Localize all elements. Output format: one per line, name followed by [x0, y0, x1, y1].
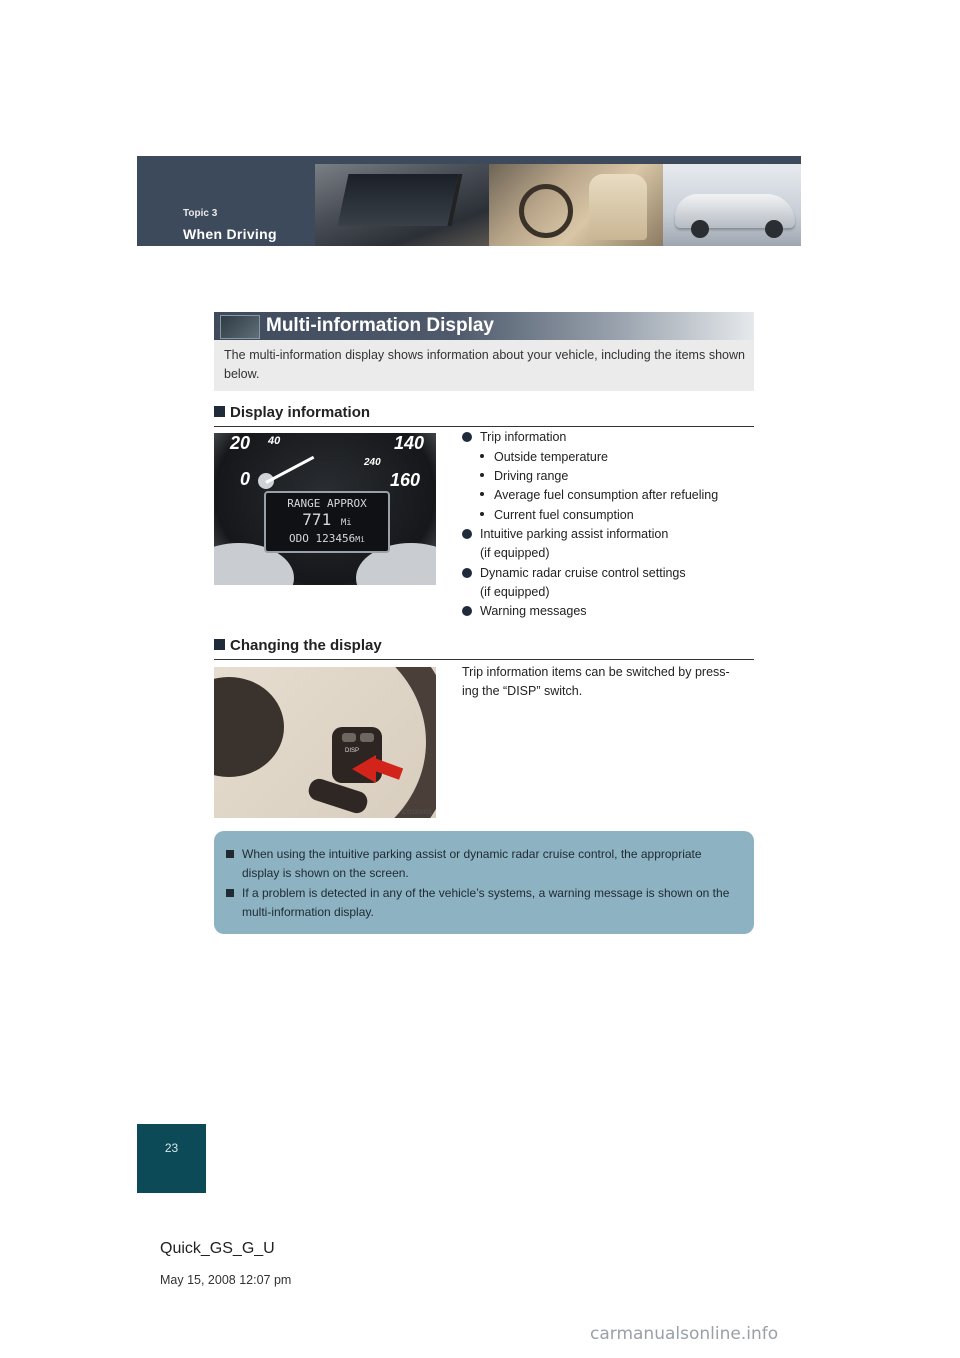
lcd-range-value: 771 Mi [302, 510, 352, 529]
section-title-bar [214, 312, 754, 340]
intro-text: The multi-information display shows information about your vehicle, including the items shown below. [224, 348, 745, 381]
lcd-range-label: RANGE APPROX [287, 497, 367, 510]
gauge-needle [265, 456, 314, 484]
steering-wheel-illustration [214, 667, 436, 818]
header-banner [137, 156, 801, 246]
list-item: Intuitive parking assist information [462, 527, 668, 541]
list-item: Dynamic radar cruise control settings [462, 566, 686, 580]
page-number-box [137, 1124, 206, 1193]
figure-caption: ILYO3S049 [401, 577, 432, 583]
watermark: carmanualsonline.info [590, 1324, 779, 1344]
square-bullet-icon [226, 889, 234, 897]
lcd-screen [264, 491, 390, 553]
section-title: Multi-information Display [266, 315, 494, 336]
list-item: Current fuel consumption [480, 508, 634, 522]
dial-number: 140 [394, 433, 425, 453]
changing-display-heading: Changing the display [214, 637, 382, 654]
document-id: Quick_GS_G_U [160, 1240, 275, 1257]
list-item: (if equipped) [480, 585, 550, 599]
note-item: If a problem is detected in any of the vehicle’s systems, a warning message is shown on the multi-information display. [226, 884, 746, 922]
red-arrow-icon [352, 755, 376, 783]
banner-photo-car-exterior [663, 164, 801, 246]
note-item: When using the intuitive parking assist or dynamic radar cruise control, the appropriate display is shown on the screen. [226, 845, 746, 883]
disp-switch-label: DISP [345, 748, 360, 754]
list-item: (if equipped) [480, 546, 550, 560]
speedometer-illustration [214, 433, 436, 585]
square-bullet-icon [214, 639, 225, 650]
section-thumbnail [220, 315, 260, 339]
display-information-heading: Display information [214, 404, 370, 421]
note-box [214, 831, 754, 934]
square-bullet-icon [214, 406, 225, 417]
changing-display-text: Trip information items can be switched by press- ing the “DISP” switch. [462, 665, 730, 698]
list-item: Warning messages [462, 604, 587, 618]
square-bullet-icon [226, 850, 234, 858]
chapter-title: When Driving [183, 226, 277, 242]
dial-number: 160 [390, 470, 421, 490]
print-timestamp: May 15, 2008 12:07 pm [160, 1273, 292, 1287]
divider [214, 659, 754, 660]
lcd-odometer: ODO 123456Mi [289, 532, 365, 545]
dial-number: 20 [230, 433, 251, 453]
banner-photo-car-window [315, 164, 489, 246]
figure-caption: ILYO3S001 [401, 810, 432, 816]
divider [214, 426, 754, 427]
dial-number: 0 [240, 469, 251, 489]
banner-photo-interior [489, 164, 663, 246]
dial-number: 240 [364, 457, 381, 468]
topic-label: Topic 3 [183, 208, 218, 219]
page-number: 23 [164, 1141, 179, 1155]
dial-number: 40 [268, 435, 281, 447]
list-item: Trip information [462, 430, 566, 444]
list-item: Driving range [480, 469, 568, 483]
list-item: Average fuel consumption after refueling [480, 488, 718, 502]
intro-box [214, 340, 754, 391]
list-item: Outside temperature [480, 450, 608, 464]
